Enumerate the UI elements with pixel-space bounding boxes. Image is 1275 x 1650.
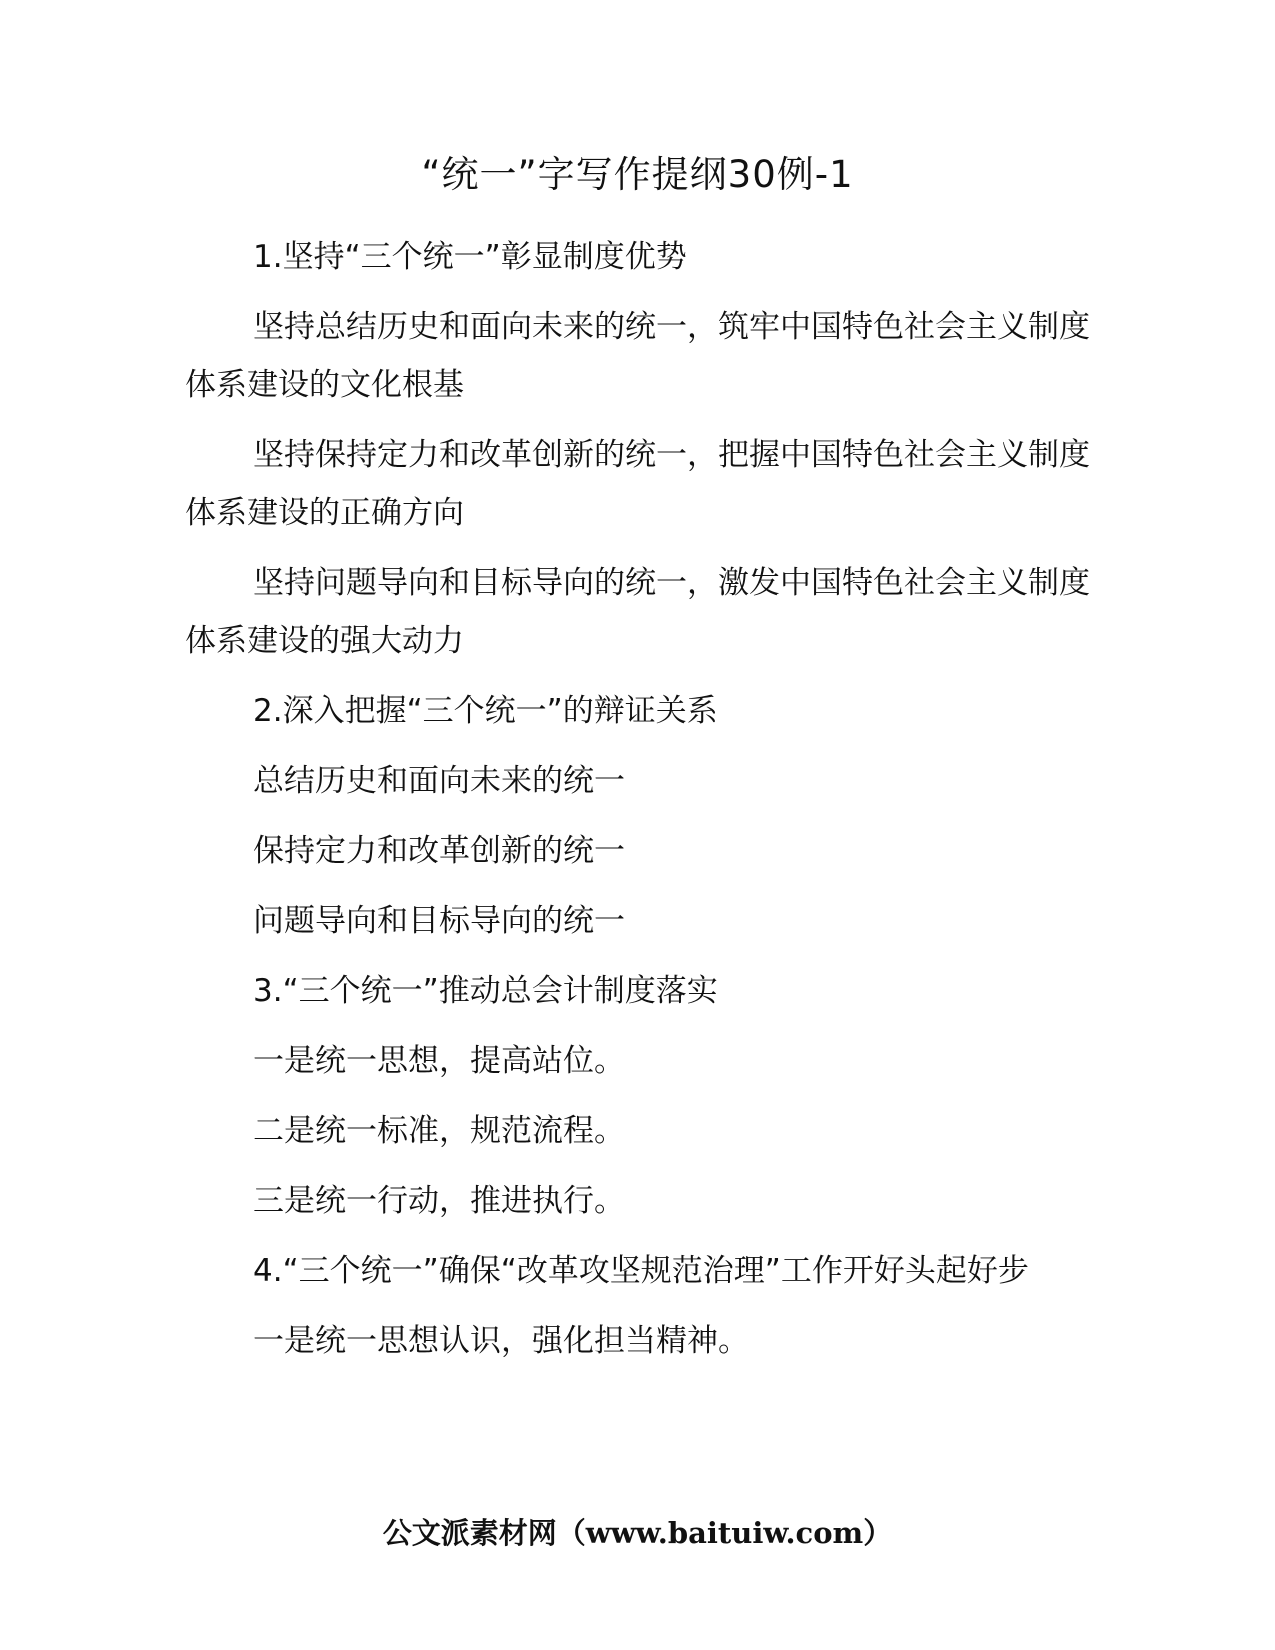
paragraph: 坚持保持定力和改革创新的统一，把握中国特色社会主义制度体系建设的正确方向 [185, 437, 1090, 531]
paragraph: 三是统一行动，推进执行。 [253, 1183, 625, 1219]
paragraph: 坚持问题导向和目标导向的统一，激发中国特色社会主义制度体系建设的强大动力 [185, 565, 1090, 659]
paragraph-heading-3: 3.“三个统一”推动总会计制度落实 [253, 973, 718, 1009]
footer-watermark: 公文派素材网（www.baituiw.com） [382, 1516, 893, 1550]
paragraph: 总结历史和面向未来的统一 [253, 763, 625, 799]
paragraph: 坚持总结历史和面向未来的统一，筑牢中国特色社会主义制度体系建设的文化根基 [185, 309, 1090, 403]
paragraph: 保持定力和改革创新的统一 [253, 833, 625, 869]
document-title: “统一”字写作提纲30例-1 [421, 153, 854, 196]
paragraph-heading-4: 4.“三个统一”确保“改革攻坚规范治理”工作开好头起好步 [253, 1253, 1029, 1289]
paragraph-heading-2: 2.深入把握“三个统一”的辩证关系 [253, 693, 718, 729]
document-body [185, 228, 1090, 1382]
paragraph: 二是统一标准，规范流程。 [253, 1113, 625, 1149]
paragraph-heading-1: 1.坚持“三个统一”彰显制度优势 [253, 239, 687, 275]
paragraph: 问题导向和目标导向的统一 [253, 903, 625, 939]
paragraph: 一是统一思想，提高站位。 [253, 1043, 625, 1079]
paragraph: 一是统一思想认识，强化担当精神。 [253, 1323, 749, 1359]
